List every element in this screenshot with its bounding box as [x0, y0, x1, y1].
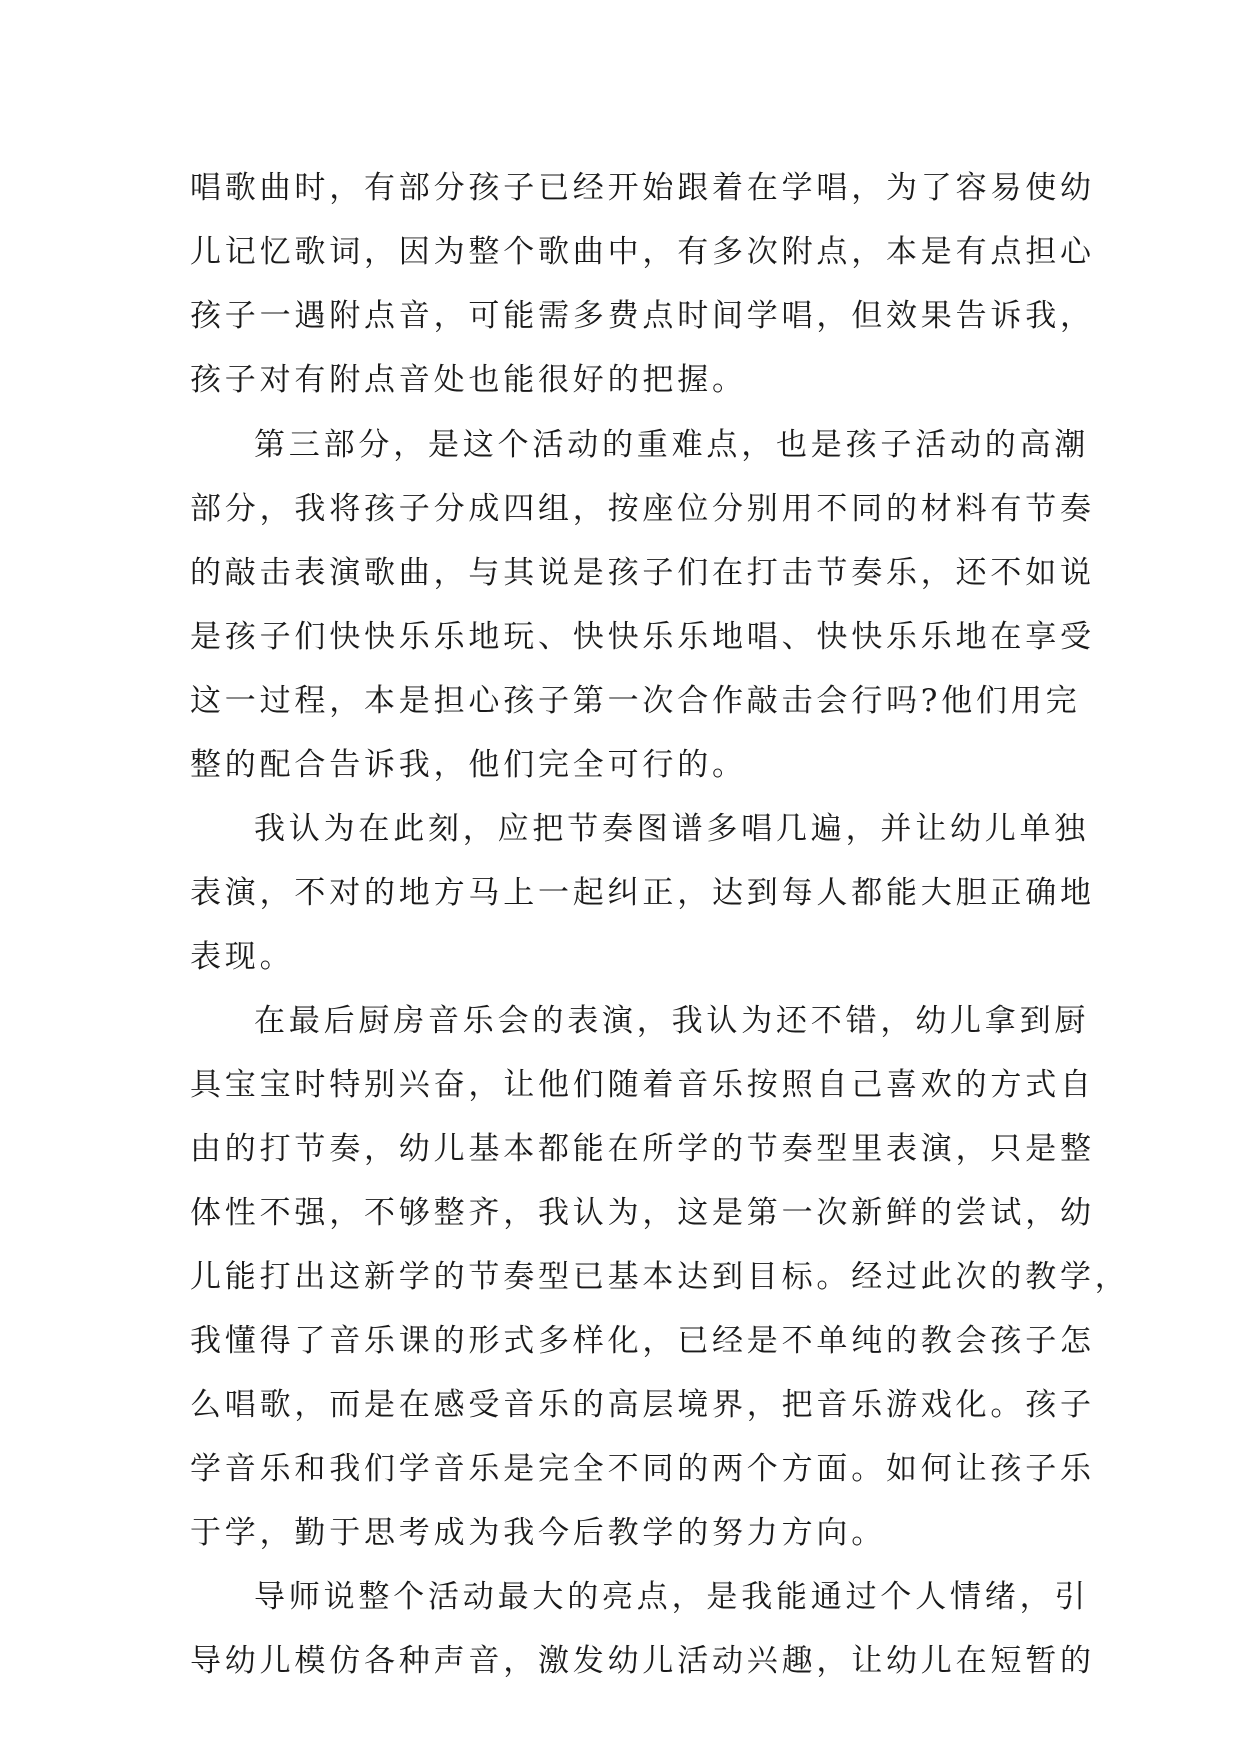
- text-line: 部分，我将孩子分成四组，按座位分别用不同的材料有节奏: [190, 491, 1095, 527]
- text-line: 唱歌曲时，有部分孩子已经开始跟着在学唱，为了容易使幼: [190, 170, 1095, 206]
- text-line: 么唱歌，而是在感受音乐的高层境界，把音乐游戏化。孩子: [190, 1387, 1095, 1423]
- paragraph-first-line: 导师说整个活动最大的亮点，是我能通过个人情绪，引: [254, 1579, 1090, 1615]
- text-line: 儿记忆歌词，因为整个歌曲中，有多次附点，本是有点担心: [190, 234, 1095, 270]
- text-line: 我懂得了音乐课的形式多样化，已经是不单纯的教会孩子怎: [190, 1323, 1095, 1359]
- text-line: 表演，不对的地方马上一起纠正，达到每人都能大胆正确地: [190, 875, 1095, 911]
- text-line: 表现。: [190, 939, 295, 975]
- text-line: 于学，勤于思考成为我今后教学的努力方向。: [190, 1515, 886, 1551]
- text-line: 儿能打出这新学的节奏型已基本达到目标。经过此次的教学，: [190, 1259, 1130, 1295]
- paragraph-first-line: 第三部分，是这个活动的重难点，也是孩子活动的高潮: [254, 427, 1090, 463]
- paragraph-first-line: 我认为在此刻，应把节奏图谱多唱几遍，并让幼儿单独: [254, 811, 1090, 847]
- text-line: 孩子对有附点音处也能很好的把握。: [190, 362, 747, 398]
- text-line: 孩子一遇附点音，可能需多费点时间学唱，但效果告诉我，: [190, 298, 1095, 334]
- text-line: 导幼儿模仿各种声音，激发幼儿活动兴趣，让幼儿在短暂的: [190, 1643, 1095, 1679]
- text-line: 整的配合告诉我，他们完全可行的。: [190, 747, 747, 783]
- text-line: 学音乐和我们学音乐是完全不同的两个方面。如何让孩子乐: [190, 1451, 1095, 1487]
- text-line: 体性不强，不够整齐，我认为，这是第一次新鲜的尝试，幼: [190, 1195, 1095, 1231]
- text-line: 的敲击表演歌曲，与其说是孩子们在打击节奏乐，还不如说: [190, 555, 1095, 591]
- text-line: 由的打节奏，幼儿基本都能在所学的节奏型里表演，只是整: [190, 1131, 1095, 1167]
- paragraph-first-line: 在最后厨房音乐会的表演，我认为还不错，幼儿拿到厨: [254, 1003, 1090, 1039]
- text-line: 这一过程，本是担心孩子第一次合作敲击会行吗?他们用完: [190, 683, 1081, 719]
- text-line: 是孩子们快快乐乐地玩、快快乐乐地唱、快快乐乐地在享受: [190, 619, 1095, 655]
- text-line: 具宝宝时特别兴奋，让他们随着音乐按照自己喜欢的方式自: [190, 1067, 1095, 1103]
